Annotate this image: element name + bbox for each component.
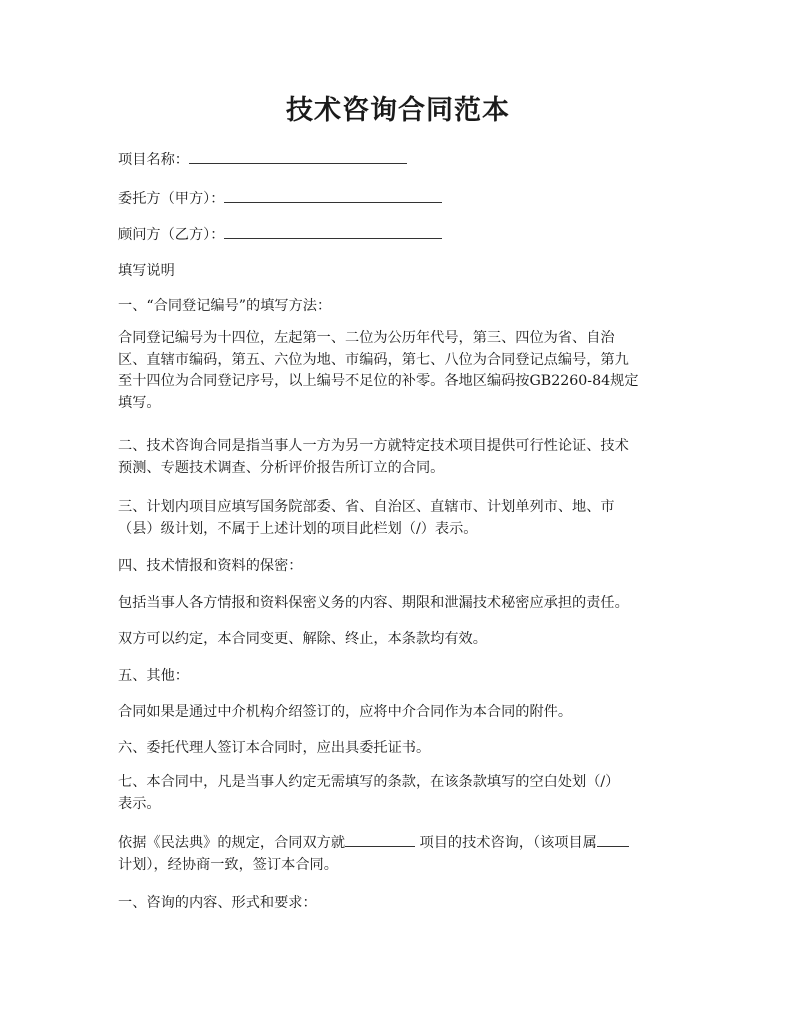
client-field [118,188,688,210]
item1-line: 填写。 [118,394,161,411]
consultant-label: 顾问方（乙方）： [118,227,225,243]
item2 [118,436,680,479]
item1-body [118,328,680,414]
item4-body1: 包括当事人各方情报和资料保密义务的内容、期限和泄漏技术秘密应承担的责任。 [118,595,629,611]
project-name-field [118,149,688,171]
preamble-part2: 项目的技术咨询，（该项目属 [415,835,597,851]
client-label: 委托方（甲方）： [118,191,225,207]
item1-line: 区、直辖市编码，第五、六位为地、市编码，第七、八位为合同登记点编号，第九 [118,351,629,368]
client-blank[interactable] [224,189,442,203]
preamble-part1: 依据《民法典》的规定，合同双方就 [118,835,346,851]
item7-line: 七、本合同中，凡是当事人约定无需填写的条款，在该条款填写的空白处划（/） [118,774,620,790]
consultant-field [118,224,688,246]
item7-line: 表示。 [118,795,161,812]
item5-heading: 五、其他： [118,668,189,684]
item5-body: 合同如果是通过中介机构介绍签订的，应将中介合同作为本合同的附件。 [118,704,573,720]
item4-body2: 双方可以约定，本合同变更、解除、终止，本条款均有效。 [118,631,487,647]
project-name-blank[interactable] [189,150,407,164]
item4-heading: 四、技术情报和资料的保密： [118,558,303,574]
preamble-line-2: 计划），经协商一致，签订本合同。 [118,856,338,873]
document-title: 技术咨询合同范本 [286,95,510,126]
item2-line: 预测、专题技术调查、分析评价报告所订立的合同。 [118,459,445,476]
plan-blank[interactable] [597,833,629,847]
instructions-heading: 填写说明 [118,263,175,279]
project-name-label: 项目名称： [118,152,189,168]
item1-heading: 一、“合同登记编号”的填写方法： [118,298,332,314]
consultant-blank[interactable] [224,225,442,239]
project-blank[interactable] [345,833,415,847]
item2-line: 二、技术咨询合同是指当事人一方为另一方就特定技术项目提供可行性论证、技术 [118,438,629,454]
item3-line: 三、计划内项目应填写国务院部委、省、自治区、直辖市、计划单列市、地、市 [118,499,615,515]
preamble-line-1 [118,833,680,855]
item1-line: 至十四位为合同登记序号，以上编号不足位的补零。各地区编码按GB2260-84规定 [118,373,639,389]
contract-preamble [118,833,680,876]
item6: 六、委托代理人签订本合同时，应出具委托证书。 [118,740,431,756]
item7 [118,772,680,815]
item3 [118,497,680,540]
item3-line: （县）级计划，不属于上述计划的项目此栏划（/）表示。 [118,520,478,537]
section1-heading: 一、咨询的内容、形式和要求： [118,895,317,911]
item1-line: 合同登记编号为十四位，左起第一、二位为公历年代号，第三、四位为省、自治 [118,330,615,346]
